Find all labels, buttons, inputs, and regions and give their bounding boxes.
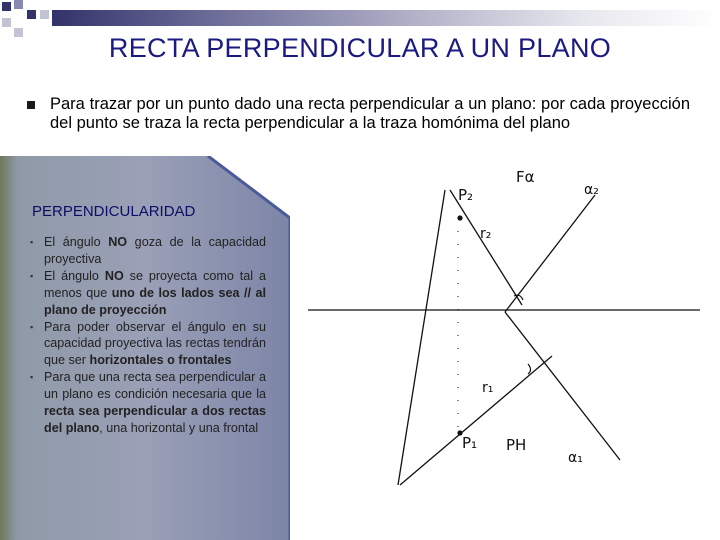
- label-ph: PH: [506, 436, 527, 454]
- text-run: El ángulo: [44, 268, 105, 283]
- text-run: Para poder observar el ángulo en su capacidad proyectiva las rectas tendrán que ser: [44, 319, 266, 368]
- bold-text: NO: [104, 268, 124, 283]
- box-list-item: [30, 369, 266, 437]
- line-r2: [450, 190, 522, 305]
- header-stripe: [52, 10, 720, 26]
- box-list-item: [30, 319, 266, 370]
- label-p2: P₂: [458, 186, 474, 204]
- box-bullet-list: [30, 234, 266, 437]
- plane-trace-a2: [505, 195, 595, 312]
- label-p1: P₁: [462, 434, 478, 452]
- text-run: se proyecta como tal a menos que: [44, 268, 266, 300]
- line-r1: [400, 356, 552, 485]
- bold-text: horizontales o frontales: [89, 353, 232, 368]
- corner-square-icon: [27, 10, 36, 19]
- box-heading: PERPENDICULARIDAD: [32, 203, 196, 220]
- bold-text: recta sea perpendicular a dos rectas del plano: [44, 404, 266, 435]
- text-run: El ángulo: [44, 235, 109, 249]
- left-line: [398, 190, 445, 485]
- bold-text: NO: [108, 235, 128, 249]
- bullet-icon: [27, 101, 35, 109]
- label-r1: r₁: [482, 380, 494, 396]
- label-r2: r₂: [480, 226, 492, 242]
- text-run: goza de la capacidad proyectiva: [44, 235, 266, 266]
- page-title: RECTA PERPENDICULAR A UN PLANO: [108, 33, 612, 63]
- box-list-item: [30, 234, 266, 268]
- corner-square-icon: [2, 18, 11, 27]
- corner-square-icon: [40, 10, 49, 19]
- projection-diagram: [290, 160, 720, 540]
- intro-text: Para trazar por un punto dado una recta perpendicular a un plano: por cada proyección del punto se traza la recta perpendicular a la traza homónima del plano: [50, 95, 690, 132]
- right-angle-mark: [528, 364, 531, 374]
- corner-square-icon: [2, 2, 11, 11]
- text-run: , una horizontal y una frontal: [99, 420, 259, 435]
- label-a2: α₂: [584, 182, 599, 198]
- point-p2: [457, 215, 462, 220]
- bold-text: uno de los lados sea // al plano de proyección: [44, 285, 266, 317]
- corner-square-icon: [14, 0, 23, 9]
- label-fa: Fα: [516, 168, 535, 186]
- box-list-item: [30, 268, 266, 319]
- label-a1: α₁: [568, 450, 583, 466]
- text-run: Para que una recta sea perpendicular a un plano es condición necesaria que la: [44, 370, 266, 402]
